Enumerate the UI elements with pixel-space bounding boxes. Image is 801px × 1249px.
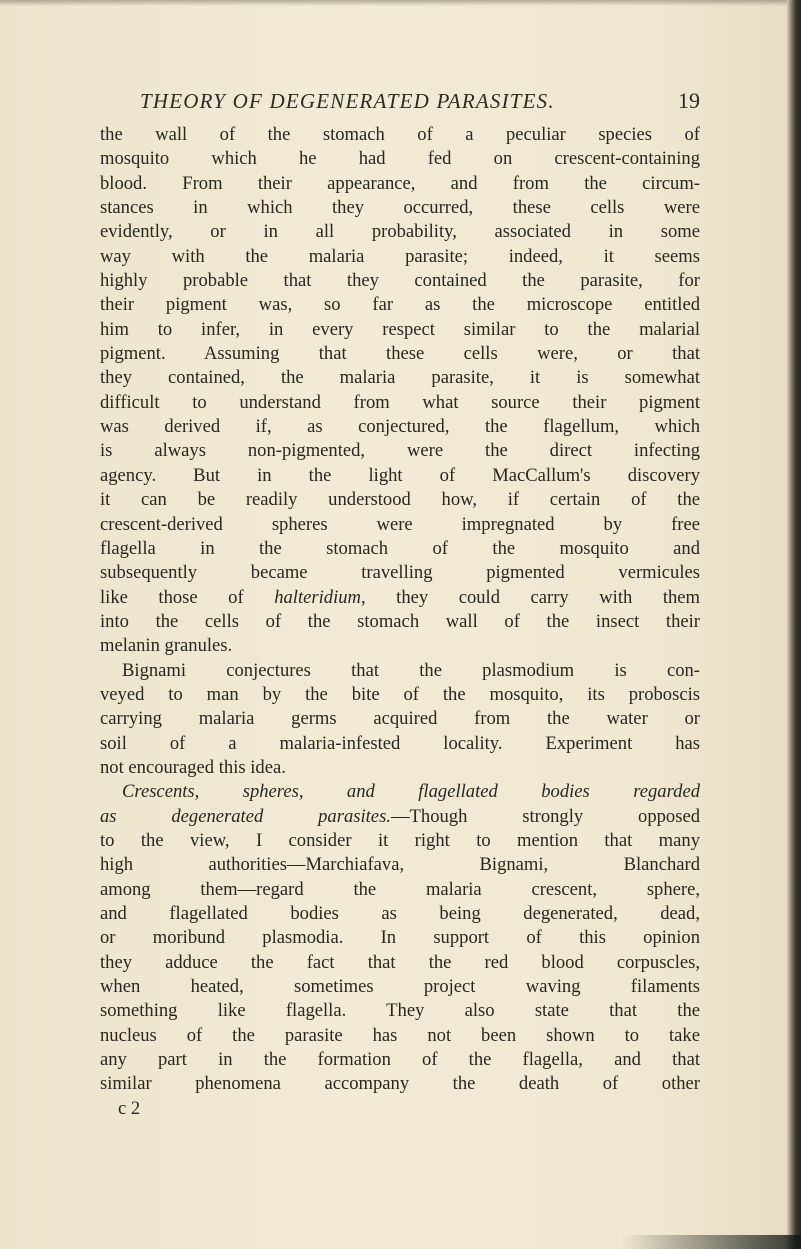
text-line: agency. But in the light of MacCallum's discovery bbox=[100, 464, 700, 486]
text-line: similar phenomena accompany the death of other bbox=[100, 1073, 700, 1095]
text-line: crescent-derived spheres were impregnated by free bbox=[100, 513, 700, 535]
text-line: pigment. Assuming that these cells were, or that bbox=[100, 343, 700, 365]
text-line: was derived if, as conjectured, the flagellum, which bbox=[100, 416, 700, 438]
page-number: 19 bbox=[678, 88, 700, 113]
text-line: highly probable that they contained the parasite, for bbox=[100, 270, 700, 292]
text-line: when heated, sometimes project waving filaments bbox=[100, 976, 700, 998]
text-line: it can be readily understood how, if certain of the bbox=[100, 489, 700, 511]
text-line: to the view, I consider it right to mention that many bbox=[100, 829, 700, 851]
text-line: nucleus of the parasite has not been shown to take bbox=[100, 1024, 700, 1046]
text-line: into the cells of the stomach wall of the insect their bbox=[100, 610, 700, 632]
text-line: mosquito which he had fed on crescent-containing bbox=[100, 148, 700, 170]
text-line: is always non-pigmented, were the direct infecting bbox=[100, 440, 700, 462]
text-segment: , they could carry with them bbox=[360, 586, 700, 608]
page-corner-shadow bbox=[621, 1235, 801, 1249]
text-line: carrying malaria germs acquired from the water or bbox=[100, 708, 700, 730]
page-top-shadow bbox=[0, 0, 801, 6]
section-heading-end: as degenerated parasites. bbox=[100, 805, 391, 827]
text-line: stances in which they occurred, these cells were bbox=[100, 197, 700, 219]
text-line: any part in the formation of the flagella, and that bbox=[100, 1049, 700, 1071]
text-line: flagella in the stomach of the mosquito and bbox=[100, 537, 700, 559]
running-head: THEORY OF DEGENERATED PARASITES. bbox=[140, 89, 555, 113]
text-line: or moribund plasmodia. In support of this opinion bbox=[100, 927, 700, 949]
text-line: veyed to man by the bite of the mosquito, its proboscis bbox=[100, 683, 700, 705]
signature-mark: c 2 bbox=[118, 1097, 141, 1119]
text-line: soil of a malaria-infested locality. Experiment has bbox=[100, 732, 700, 754]
section-heading-continuation bbox=[100, 805, 700, 829]
page-binding-edge bbox=[787, 0, 801, 1249]
text-line: high authorities—Marchiafava, Bignami, Blanchard bbox=[100, 854, 700, 876]
text-line: blood. From their appearance, and from the circum- bbox=[100, 172, 700, 194]
page-header bbox=[140, 88, 700, 118]
text-segment: —Though strongly opposed bbox=[390, 805, 700, 827]
text-line: him to infer, in every respect similar to the malarial bbox=[100, 318, 700, 340]
text-line: they adduce the fact that the red blood corpuscles, bbox=[100, 951, 700, 973]
paragraph-end-line: melanin granules. bbox=[100, 635, 233, 657]
text-segment: like those of bbox=[100, 586, 275, 608]
italic-term: halteridium bbox=[274, 586, 361, 608]
text-line: among them—regard the malaria crescent, sphere, bbox=[100, 878, 700, 900]
section-heading: Crescents, spheres, and flagellated bodies regarded bbox=[122, 781, 700, 803]
body-text bbox=[100, 123, 700, 1121]
text-line: something like flagella. They also state that the bbox=[100, 1000, 700, 1022]
paragraph-start-line: Bignami conjectures that the plasmodium is con- bbox=[122, 659, 700, 681]
text-line: and flagellated bodies as being degenerated, dead, bbox=[100, 903, 700, 924]
text-line: their pigment was, so far as the microscope entitled bbox=[100, 294, 700, 316]
text-line: way with the malaria parasite; indeed, it seems bbox=[100, 245, 700, 267]
text-line: difficult to understand from what source their pigment bbox=[100, 391, 700, 413]
text-line: they contained, the malaria parasite, it is somewhat bbox=[100, 367, 700, 389]
text-line: the wall of the stomach of a peculiar species of bbox=[100, 124, 700, 145]
text-line: evidently, or in all probability, associated in some bbox=[100, 221, 700, 243]
text-line: subsequently became travelling pigmented vermicules bbox=[100, 562, 700, 584]
text-line-halteridium bbox=[100, 586, 700, 610]
paragraph-end-line: not encouraged this idea. bbox=[100, 756, 286, 778]
